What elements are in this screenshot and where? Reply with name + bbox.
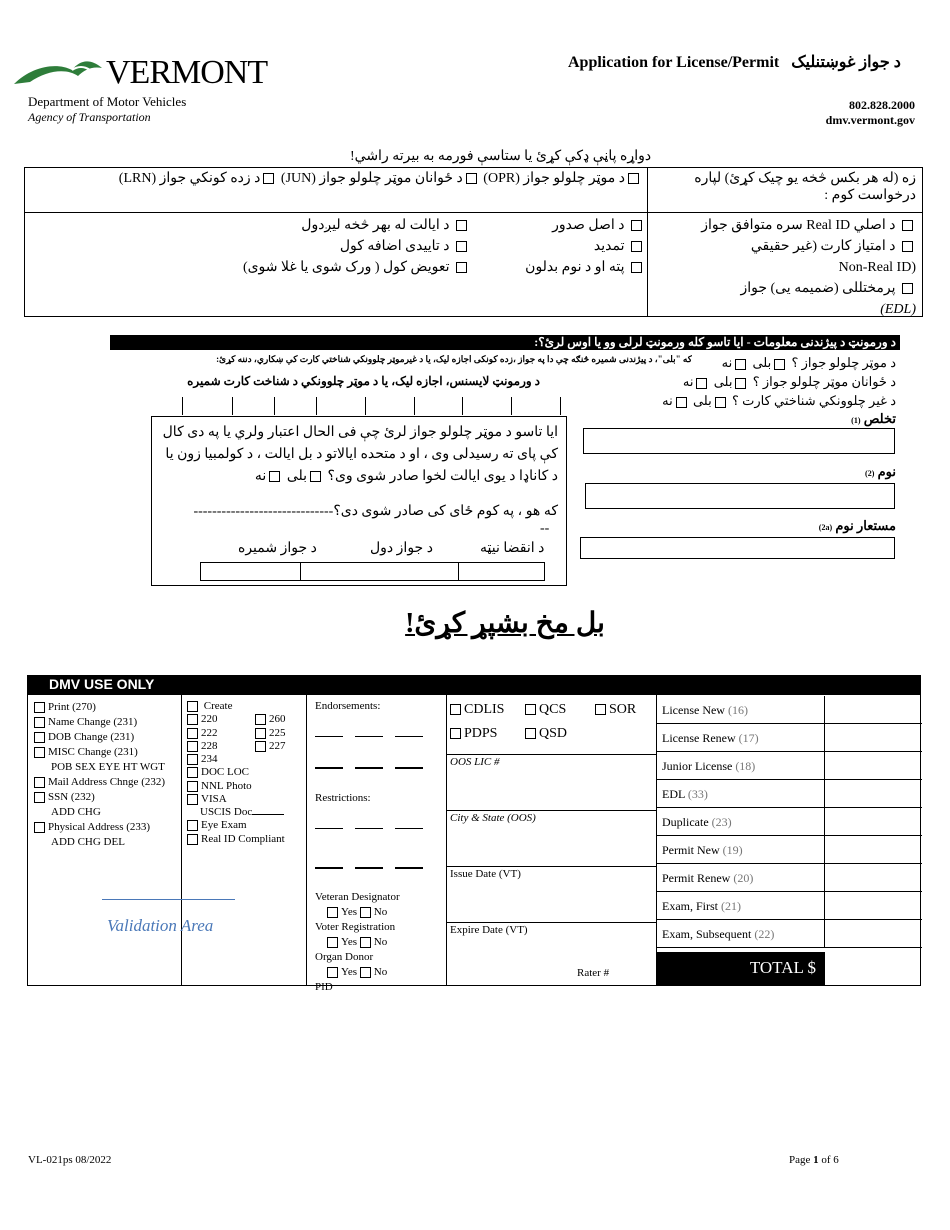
mail-address-check[interactable]: Mail Address Chnge (232): [34, 775, 165, 790]
fee-row: Permit New (19): [656, 836, 922, 864]
ol-no[interactable]: نه: [255, 469, 283, 484]
ol-expiry-label: د انقضا نیټه: [480, 541, 545, 556]
card-type-options: د اصلي Real ID سره متوافق جواز د امتیاز کارت (غیر حقیقي (Non-Real ID پرمختللی (ضمیمه یی) جواز (EDL): [650, 215, 916, 320]
opt-out-of-state[interactable]: د ایالت له بهر څخه لیږدول: [230, 215, 470, 236]
fee-amount-field[interactable]: [824, 892, 922, 920]
dmv-title: DMV USE ONLY: [27, 675, 921, 695]
vermont-logo: [12, 56, 277, 92]
print-check[interactable]: Print (270): [34, 700, 165, 715]
other-license-question: ایا تاسو د موټر چلولو جواز لرئ چې فی الحال اعتبار ولري یا په دی کال کې پای ته رسیدلی وی ، او د متحده ایالاتو د بل ایالت ، د کولمبیا زون یا د کاناډا د یوی ایالت لخوا صادر شوی وی؟ بلی نه: [162, 425, 558, 484]
website: dmv.vermont.gov: [825, 113, 915, 127]
page-title: [568, 52, 901, 72]
dmv-col3: Endorsements: Restrictions: Veteran Designator Yes No Voter Registration Yes No Organ Donor Yes No PID: [315, 700, 443, 995]
mountain-logo-icon: [12, 56, 112, 90]
title-ps: د جواز غوښتنلیک: [791, 54, 901, 71]
fee-amount-field[interactable]: [824, 836, 922, 864]
oos-lic: OOS LIC #: [450, 756, 500, 768]
agency-name: Agency of Transportation: [28, 110, 151, 124]
fee-row: Permit Renew (20): [656, 864, 922, 892]
opt-lrn[interactable]: د زده کونکي جواز (LRN): [119, 171, 278, 186]
validation-area: Validation Area: [107, 916, 214, 935]
license-type-options: [30, 170, 642, 187]
ol-fields[interactable]: [200, 562, 545, 581]
fee-row: Junior License (18): [656, 752, 922, 780]
opt-real-id[interactable]: د اصلي Real ID سره متوافق جواز: [650, 215, 916, 236]
dmv-col1: Print (270) Name Change (231) DOB Change (231) MISC Change (231) POB SEX EYE HT WGT Mail Address Chnge (232) SSN (232) ADD CHG Physical Address (233) ADD CHG DEL: [34, 700, 165, 850]
name-label: نوم (2): [865, 464, 896, 479]
rater: Rater #: [577, 967, 610, 979]
vermont-wordmark: VERMONT: [106, 54, 268, 91]
vermont-info-heading: د ورمونټ د پیژندنی معلومات - ایا تاسو کله ورمونټ لرلی وو یا اوس لرئ؟:: [110, 335, 900, 350]
fee-amount-field[interactable]: [824, 808, 922, 836]
page-number: Page 1 of 6: [789, 1154, 839, 1166]
dob-change-check[interactable]: DOB Change (231): [34, 730, 165, 745]
name-field[interactable]: [585, 483, 895, 509]
expire-date: Expire Date (VT): [450, 924, 528, 936]
fee-row: Duplicate (23): [656, 808, 922, 836]
q-license[interactable]: د موټر چلولو جواز ؟ بلی نه: [721, 355, 896, 370]
opt-original[interactable]: د اصل صدور: [460, 215, 645, 236]
name-change-check[interactable]: Name Change (231): [34, 715, 165, 730]
fee-row: Exam, Subsequent (22): [656, 920, 922, 948]
city-state: City & State (OOS): [450, 812, 536, 824]
fee-row: Exam, First (21): [656, 892, 922, 920]
q-card[interactable]: د غیر چلوونکي شناختي کارت ؟ بلی نه: [662, 393, 896, 408]
fee-amount-field[interactable]: [824, 724, 922, 752]
fee-row: EDL (33): [656, 780, 922, 808]
surname-label: تخلص (1): [851, 411, 896, 426]
opt-replace[interactable]: تعویض کول ( ورک شوی یا غلا شوی): [230, 257, 470, 278]
fee-amount-field[interactable]: [824, 696, 922, 724]
misc-change-check[interactable]: MISC Change (231): [34, 745, 165, 760]
alias-label: مستعار نوم (2a): [818, 518, 896, 533]
id-number-label: د ورمونټ لایسنس، اجازه لیک، یا د موټر چلوونکي د شناخت کارت شمیره: [187, 374, 540, 388]
ol-state-label: د جواز دول: [370, 541, 433, 556]
create-check[interactable]: Create: [187, 700, 305, 713]
opt-enhanced[interactable]: پرمختللی (ضمیمه یی) جواز: [650, 278, 916, 299]
opt-privilege[interactable]: د امتیاز کارت (غیر حقیقي: [650, 236, 916, 257]
continue-notice: بل مخ بشپړ کړئ!: [405, 608, 605, 639]
fee-amount-field[interactable]: [824, 780, 922, 808]
alias-field[interactable]: [580, 537, 895, 559]
other-license-where: که هو ، په کوم ځای کی صادر شوی دی؟------------------------------: [193, 504, 558, 519]
fee-amount-field[interactable]: [824, 864, 922, 892]
issue-date: Issue Date (VT): [450, 868, 521, 880]
vt-questions: [620, 353, 896, 410]
fee-amount-field[interactable]: [824, 752, 922, 780]
ssn-check[interactable]: SSN (232): [34, 790, 165, 805]
opt-endorsement[interactable]: د تاییدی اضافه کول: [230, 236, 470, 257]
phone: 802.828.2000: [849, 98, 915, 112]
fee-row: License New (16): [656, 696, 922, 724]
yes-note: که "بلی"، د پیژندنی شمیره څنګه چې دا په جواز ،زده کونکی اجازه لیک، یا د غیرموټر چلوونکي شناختي کارت کې ښکاري، دننه کړئ:: [216, 354, 692, 364]
request-label: زه (له هر بکس څخه یو چیک کړئ) لپاره درخواست کوم :: [694, 171, 916, 203]
opt-address-name[interactable]: پته او د نوم بدلون: [460, 257, 645, 278]
fee-row: License Renew (17): [656, 724, 922, 752]
transaction-col-b: [230, 215, 470, 278]
form-id: VL-021ps 08/2022: [28, 1154, 112, 1166]
title-en: Application for License/Permit: [568, 54, 780, 71]
instruction: دواړه پاڼې ډکې کړئ یا ستاسې فورمه به بیرته راشي!: [350, 149, 652, 164]
total-cell: TOTAL $: [656, 952, 824, 985]
ol-yes[interactable]: بلی: [287, 469, 324, 484]
ol-number-label: د جواز شمیره: [238, 541, 317, 556]
fee-amount-field[interactable]: [824, 920, 922, 948]
transaction-col-a: [460, 215, 645, 278]
physical-address-check[interactable]: Physical Address (233): [34, 820, 165, 835]
opt-renewal[interactable]: تمدید: [460, 236, 645, 257]
dept-name: Department of Motor Vehicles: [28, 94, 187, 109]
dmv-checks: CDLIS QCS SOR PDPS QSD: [450, 702, 654, 750]
opt-jun[interactable]: د ځوانان موټر چلولو جواز (JUN): [281, 171, 480, 186]
opt-opr[interactable]: د موټر چلولو جواز (OPR): [483, 171, 642, 186]
id-number-boxes[interactable]: [182, 397, 562, 415]
total-field[interactable]: [824, 952, 921, 985]
q-junior[interactable]: د ځوانان موټر چلولو جواز ؟ بلی نه: [682, 374, 896, 389]
dmv-col2: Create 220 222 228 234 260 225 227 DOC LOC NNL Photo VISA USCIS Doc Eye Exam Real ID Compliant: [187, 700, 305, 846]
surname-field[interactable]: [583, 428, 895, 454]
